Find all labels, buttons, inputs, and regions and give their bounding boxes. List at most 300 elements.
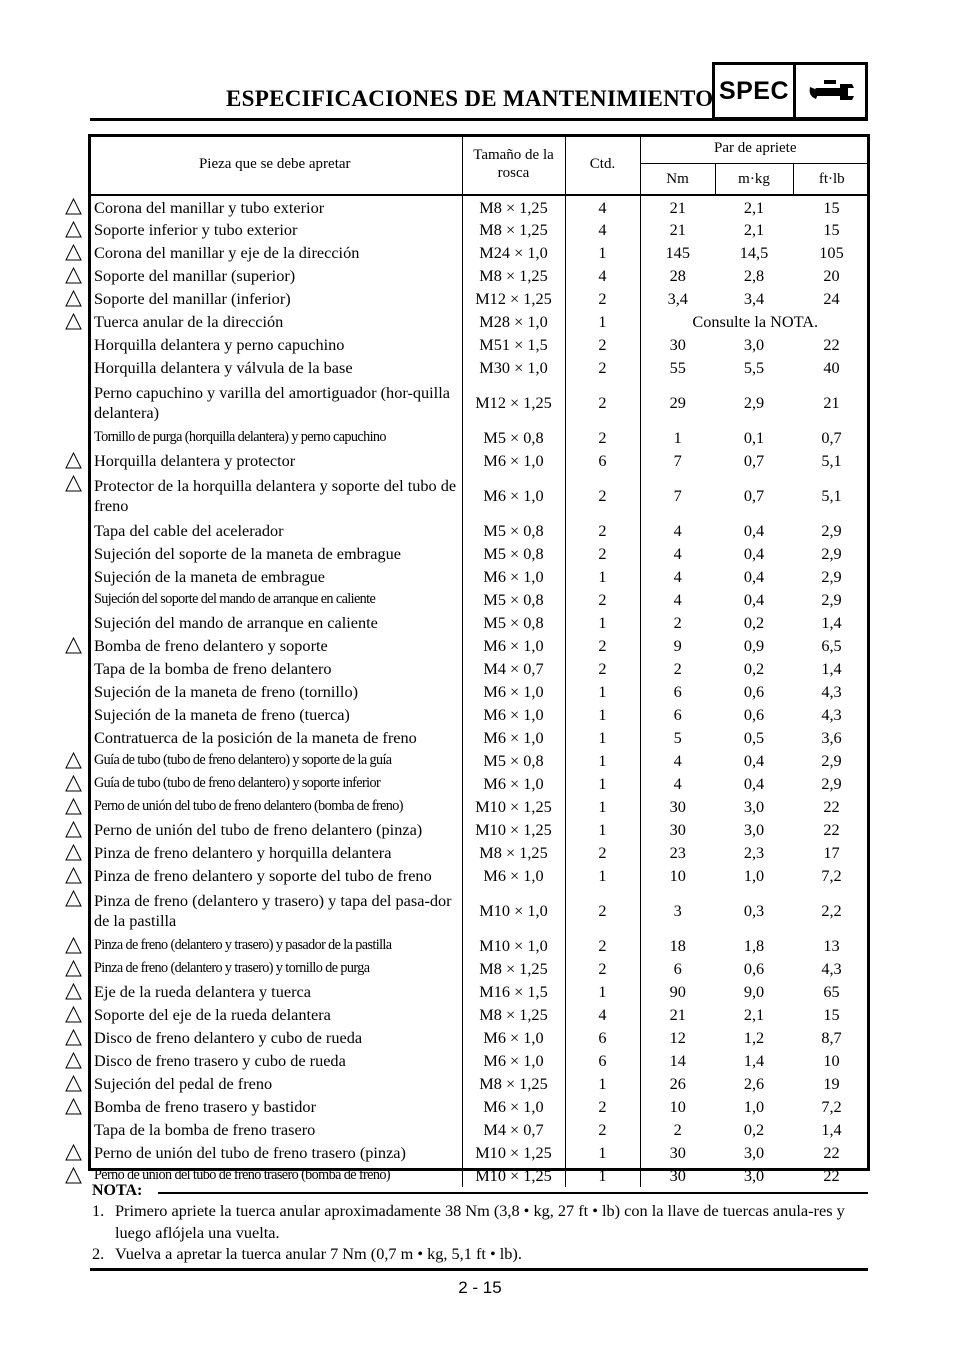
header-qty: Ctd.	[565, 134, 640, 195]
cell-ftlb: 17	[823, 843, 840, 862]
header-mkg: m·kg	[715, 164, 793, 196]
header-thread-size-line1: Tamaño de la	[473, 147, 554, 163]
cell-nm: 7	[673, 451, 682, 470]
warning-triangle-icon	[65, 1167, 82, 1184]
cell-ftlb: 8,7	[821, 1028, 842, 1047]
cell-piece: Horquilla delantera y protector	[88, 449, 462, 472]
cell-qty: 2	[565, 333, 640, 356]
cell-thread-size: M6 × 1,0	[462, 565, 565, 588]
table-row	[88, 726, 870, 749]
cell-piece: Pinza de freno (delantero y trasero) y tornillo de purga	[88, 957, 462, 980]
cell-ftlb: 24	[823, 289, 840, 308]
cell-piece: Tapa del cable del acelerador	[88, 519, 462, 542]
cell-thread-size: M6 × 1,0	[462, 1026, 565, 1049]
table-row	[88, 980, 870, 1003]
cell-thread-size: M10 × 1,0	[462, 887, 565, 934]
spec-label: SPEC	[715, 65, 796, 117]
cell-ftlb: 21	[823, 393, 840, 412]
cell-thread-size: M12 × 1,25	[462, 379, 565, 426]
cell-thread-size: M6 × 1,0	[462, 772, 565, 795]
warning-triangle-icon	[65, 1098, 82, 1115]
table-row	[88, 818, 870, 841]
cell-piece: Soporte del manillar (superior)	[88, 264, 462, 287]
cell-mkg: 0,3	[743, 901, 765, 920]
cell-nm: 10	[669, 866, 686, 885]
cell-nm: 55	[669, 358, 686, 377]
cell-torque-note: Consulte la NOTA.	[692, 312, 819, 331]
cell-mkg: 0,9	[743, 636, 765, 655]
cell-mkg: 0,4	[743, 567, 765, 586]
cell-qty: 1	[565, 818, 640, 841]
table-row	[88, 887, 870, 934]
cell-nm: 30	[669, 335, 686, 354]
footer-rule	[90, 1268, 868, 1271]
cell-mkg: 0,4	[743, 774, 765, 793]
cell-piece: Soporte del eje de la rueda delantera	[88, 1003, 462, 1026]
cell-ftlb: 7,2	[821, 866, 842, 885]
cell-qty: 4	[565, 264, 640, 287]
cell-piece: Tornillo de purga (horquilla delantera) y perno capuchino	[88, 426, 462, 449]
cell-piece: Corona del manillar y tubo exterior	[88, 195, 462, 218]
cell-qty: 2	[565, 287, 640, 310]
table-row	[88, 264, 870, 287]
cell-qty: 1	[565, 1141, 640, 1164]
cell-qty: 2	[565, 1118, 640, 1141]
table-row	[88, 864, 870, 887]
table-row	[88, 611, 870, 634]
cell-thread-size: M4 × 0,7	[462, 657, 565, 680]
warning-triangle-icon	[65, 1029, 82, 1046]
table-row	[88, 519, 870, 542]
cell-nm: 6	[673, 959, 682, 978]
cell-qty: 1	[565, 680, 640, 703]
cell-qty: 1	[565, 611, 640, 634]
table-row	[88, 772, 870, 795]
cell-ftlb: 1,4	[821, 613, 842, 632]
cell-thread-size: M16 × 1,5	[462, 980, 565, 1003]
cell-ftlb: 13	[823, 936, 840, 955]
cell-nm: 18	[669, 936, 686, 955]
header-nm: Nm	[640, 164, 715, 196]
cell-ftlb: 105	[819, 243, 844, 262]
cell-qty: 1	[565, 749, 640, 772]
table-row	[88, 218, 870, 241]
cell-piece: Pinza de freno delantero y soporte del tubo de freno	[88, 864, 462, 887]
cell-piece: Sujeción del mando de arranque en caliente	[88, 611, 462, 634]
wrench-icon	[796, 65, 865, 117]
cell-ftlb: 2,9	[821, 590, 842, 609]
header-piece: Pieza que se debe apretar	[88, 134, 462, 195]
cell-mkg: 0,2	[743, 613, 765, 632]
cell-qty: 1	[565, 980, 640, 1003]
cell-qty: 1	[565, 565, 640, 588]
cell-mkg: 14,5	[739, 243, 769, 262]
cell-thread-size: M5 × 0,8	[462, 611, 565, 634]
cell-nm: 4	[673, 544, 682, 563]
cell-nm: 2	[673, 1120, 682, 1139]
cell-thread-size: M8 × 1,25	[462, 264, 565, 287]
cell-piece: Pinza de freno (delantero y trasero) y pasador de la pastilla	[88, 934, 462, 957]
cell-nm: 4	[673, 521, 682, 540]
nota-item-text: Vuelva a apretar la tuerca anular 7 Nm (0,7 m • kg, 5,1 ft • lb).	[115, 1244, 522, 1263]
table-row	[88, 1141, 870, 1164]
cell-piece: Tapa de la bomba de freno trasero	[88, 1118, 462, 1141]
table-row	[88, 1095, 870, 1118]
cell-ftlb: 6,5	[821, 636, 842, 655]
cell-piece: Tuerca anular de la dirección	[88, 310, 462, 333]
table-row	[88, 703, 870, 726]
warning-triangle-icon	[65, 1075, 82, 1092]
warning-triangle-icon	[65, 798, 82, 815]
cell-mkg: 2,8	[743, 266, 765, 285]
cell-mkg: 0,4	[743, 521, 765, 540]
nota-label: NOTA:	[92, 1182, 143, 1199]
cell-mkg: 2,1	[743, 220, 765, 239]
cell-thread-size: M8 × 1,25	[462, 195, 565, 218]
cell-nm: 10	[669, 1097, 686, 1116]
cell-mkg: 3,0	[743, 335, 765, 354]
cell-piece: Pinza de freno delantero y horquilla delantera	[88, 841, 462, 864]
cell-piece: Sujeción del soporte del mando de arranque en caliente	[88, 588, 462, 611]
cell-piece: Perno de unión del tubo de freno trasero (pinza)	[88, 1141, 462, 1164]
cell-mkg: 0,4	[743, 751, 765, 770]
cell-qty: 2	[565, 634, 640, 657]
cell-piece: Guía de tubo (tubo de freno delantero) y soporte inferior	[88, 772, 462, 795]
cell-nm: 4	[673, 567, 682, 586]
cell-piece: Perno de unión del tubo de freno trasero (bomba de freno)	[88, 1164, 462, 1187]
cell-nm: 6	[673, 682, 682, 701]
spec-badge	[712, 62, 868, 120]
cell-mkg: 0,4	[743, 590, 765, 609]
header-torque: Par de apriete	[640, 134, 870, 164]
cell-qty: 1	[565, 864, 640, 887]
cell-nm: 23	[669, 843, 686, 862]
cell-thread-size: M28 × 1,0	[462, 310, 565, 333]
cell-qty: 2	[565, 934, 640, 957]
cell-mkg: 0,2	[743, 659, 765, 678]
cell-qty: 2	[565, 588, 640, 611]
cell-piece: Bomba de freno trasero y bastidor	[88, 1095, 462, 1118]
cell-piece: Tapa de la bomba de freno delantero	[88, 657, 462, 680]
cell-thread-size: M5 × 0,8	[462, 542, 565, 565]
table-row	[88, 841, 870, 864]
cell-ftlb: 1,4	[821, 1120, 842, 1139]
cell-qty: 1	[565, 1072, 640, 1095]
header-thread-size	[462, 134, 565, 195]
warning-triangle-icon	[65, 1144, 82, 1161]
table-row	[88, 634, 870, 657]
cell-nm: 21	[669, 197, 686, 217]
cell-qty: 6	[565, 1026, 640, 1049]
cell-nm: 6	[673, 705, 682, 724]
header-thread-size-line2: rosca	[497, 165, 530, 181]
cell-thread-size: M10 × 1,0	[462, 934, 565, 957]
cell-ftlb: 0,7	[821, 428, 842, 447]
cell-nm: 30	[669, 820, 686, 839]
cell-piece: Protector de la horquilla delantera y soporte del tubo de freno	[88, 472, 462, 519]
cell-ftlb: 2,9	[821, 567, 842, 586]
cell-qty: 2	[565, 426, 640, 449]
cell-mkg: 1,8	[743, 936, 765, 955]
cell-piece: Sujeción del soporte de la maneta de embrague	[88, 542, 462, 565]
cell-ftlb: 22	[823, 820, 840, 839]
cell-qty: 2	[565, 542, 640, 565]
table-row	[88, 472, 870, 519]
cell-qty: 1	[565, 703, 640, 726]
cell-piece: Bomba de freno delantero y soporte	[88, 634, 462, 657]
table-row	[88, 749, 870, 772]
cell-qty: 1	[565, 726, 640, 749]
cell-ftlb: 2,9	[821, 544, 842, 563]
cell-piece: Corona del manillar y eje de la dirección	[88, 241, 462, 264]
warning-triangle-icon	[65, 1052, 82, 1069]
cell-mkg: 0,4	[743, 544, 765, 563]
cell-qty: 1	[565, 1164, 640, 1187]
cell-mkg: 9,0	[743, 982, 765, 1001]
cell-nm: 4	[673, 751, 682, 770]
cell-ftlb: 7,2	[821, 1097, 842, 1116]
cell-thread-size: M6 × 1,0	[462, 449, 565, 472]
cell-nm: 4	[673, 774, 682, 793]
cell-thread-size: M5 × 0,8	[462, 426, 565, 449]
page-number: 2 - 15	[458, 1278, 502, 1297]
cell-ftlb: 3,6	[821, 728, 842, 747]
cell-mkg: 0,6	[743, 959, 765, 978]
cell-mkg: 2,1	[743, 197, 765, 217]
cell-mkg: 2,9	[743, 393, 765, 412]
cell-nm: 30	[669, 1166, 686, 1185]
cell-qty: 2	[565, 1095, 640, 1118]
cell-thread-size: M4 × 0,7	[462, 1118, 565, 1141]
warning-triangle-icon	[65, 960, 82, 977]
cell-piece: Perno de unión del tubo de freno delantero (bomba de freno)	[88, 795, 462, 818]
table-row	[88, 934, 870, 957]
cell-mkg: 1,4	[743, 1051, 765, 1070]
cell-piece: Sujeción de la maneta de embrague	[88, 565, 462, 588]
cell-ftlb: 2,9	[821, 521, 842, 540]
warning-triangle-icon	[65, 1006, 82, 1023]
table-row	[88, 588, 870, 611]
cell-qty: 2	[565, 887, 640, 934]
cell-ftlb: 1,4	[821, 659, 842, 678]
table-row	[88, 1003, 870, 1026]
cell-qty: 4	[565, 1003, 640, 1026]
cell-qty: 2	[565, 841, 640, 864]
warning-triangle-icon	[65, 867, 82, 884]
cell-thread-size: M10 × 1,25	[462, 795, 565, 818]
table-row	[88, 657, 870, 680]
table-row	[88, 241, 870, 264]
warning-triangle-icon	[65, 313, 82, 330]
table-row	[88, 287, 870, 310]
cell-qty: 1	[565, 241, 640, 264]
cell-thread-size: M6 × 1,0	[462, 864, 565, 887]
cell-ftlb: 22	[823, 1166, 840, 1185]
cell-nm: 145	[665, 243, 690, 262]
cell-piece: Eje de la rueda delantera y tuerca	[88, 980, 462, 1003]
cell-piece: Soporte inferior y tubo exterior	[88, 218, 462, 241]
cell-ftlb: 22	[823, 797, 840, 816]
cell-nm: 4	[673, 590, 682, 609]
cell-thread-size: M6 × 1,0	[462, 472, 565, 519]
cell-nm: 90	[669, 982, 686, 1001]
cell-nm: 2	[673, 613, 682, 632]
cell-piece: Disco de freno trasero y cubo de rueda	[88, 1049, 462, 1072]
cell-nm: 29	[669, 393, 686, 412]
cell-thread-size: M5 × 0,8	[462, 749, 565, 772]
cell-nm: 21	[669, 220, 686, 239]
header-ftlb: ft·lb	[793, 164, 870, 196]
table-row	[88, 426, 870, 449]
cell-mkg: 3,0	[743, 820, 765, 839]
cell-ftlb: 20	[823, 266, 840, 285]
warning-triangle-icon	[65, 937, 82, 954]
cell-piece: Sujeción de la maneta de freno (tornillo)	[88, 680, 462, 703]
cell-thread-size: M6 × 1,0	[462, 1095, 565, 1118]
cell-nm: 28	[669, 266, 686, 285]
cell-ftlb: 22	[823, 335, 840, 354]
page-title: ESPECIFICACIONES DE MANTENIMIENTO	[226, 86, 714, 111]
cell-thread-size: M10 × 1,25	[462, 1164, 565, 1187]
cell-ftlb: 5,1	[821, 451, 842, 470]
cell-nm: 9	[673, 636, 682, 655]
table-row	[88, 449, 870, 472]
cell-mkg: 3,0	[743, 1143, 765, 1162]
table-row	[88, 1164, 870, 1187]
cell-mkg: 2,1	[743, 1005, 765, 1024]
cell-qty: 2	[565, 519, 640, 542]
cell-thread-size: M8 × 1,25	[462, 1003, 565, 1026]
cell-qty: 6	[565, 449, 640, 472]
warning-triangle-icon	[65, 475, 82, 492]
cell-thread-size: M6 × 1,0	[462, 703, 565, 726]
cell-mkg: 0,6	[743, 705, 765, 724]
cell-piece: Horquilla delantera y válvula de la base	[88, 356, 462, 379]
cell-mkg: 0,1	[743, 428, 765, 447]
table-row	[88, 1118, 870, 1141]
table-row	[88, 565, 870, 588]
table-row	[88, 379, 870, 426]
cell-nm: 5	[673, 728, 682, 747]
cell-qty: 4	[565, 195, 640, 218]
cell-mkg: 1,2	[743, 1028, 765, 1047]
cell-nm: 12	[669, 1028, 686, 1047]
warning-triangle-icon	[65, 290, 82, 307]
cell-ftlb: 19	[823, 1074, 840, 1093]
table-row	[88, 957, 870, 980]
cell-qty: 6	[565, 1049, 640, 1072]
cell-mkg: 0,2	[743, 1120, 765, 1139]
cell-qty: 2	[565, 957, 640, 980]
cell-thread-size: M30 × 1,0	[462, 356, 565, 379]
cell-mkg: 0,7	[743, 451, 765, 470]
cell-piece: Pinza de freno (delantero y trasero) y tapa del pasa-dor de la pastilla	[88, 887, 462, 934]
cell-thread-size: M8 × 1,25	[462, 1072, 565, 1095]
warning-triangle-icon	[65, 821, 82, 838]
cell-mkg: 0,6	[743, 682, 765, 701]
warning-triangle-icon	[65, 844, 82, 861]
cell-thread-size: M8 × 1,25	[462, 218, 565, 241]
nota-rule	[158, 1192, 868, 1194]
cell-qty: 1	[565, 310, 640, 333]
warning-triangle-icon	[65, 452, 82, 469]
cell-qty: 2	[565, 379, 640, 426]
table-row	[88, 542, 870, 565]
cell-thread-size: M5 × 0,8	[462, 588, 565, 611]
cell-ftlb: 2,9	[821, 774, 842, 793]
cell-mkg: 2,6	[743, 1074, 765, 1093]
cell-qty: 1	[565, 772, 640, 795]
cell-thread-size: M51 × 1,5	[462, 333, 565, 356]
cell-ftlb: 15	[823, 197, 840, 217]
cell-nm: 1	[673, 428, 682, 447]
cell-mkg: 3,0	[743, 1166, 765, 1185]
cell-piece: Soporte del manillar (inferior)	[88, 287, 462, 310]
table-row	[88, 795, 870, 818]
cell-mkg: 3,4	[743, 289, 765, 308]
torque-table	[88, 134, 870, 1187]
cell-ftlb: 5,1	[821, 486, 842, 505]
cell-thread-size: M24 × 1,0	[462, 241, 565, 264]
table-row	[88, 1049, 870, 1072]
warning-triangle-icon	[65, 752, 82, 769]
table-row	[88, 680, 870, 703]
cell-nm: 21	[669, 1005, 686, 1024]
cell-thread-size: M10 × 1,25	[462, 1141, 565, 1164]
cell-nm: 30	[669, 1143, 686, 1162]
cell-mkg: 2,3	[743, 843, 765, 862]
cell-mkg: 1,0	[743, 866, 765, 885]
table-row	[88, 356, 870, 379]
cell-thread-size: M10 × 1,25	[462, 818, 565, 841]
cell-piece: Horquilla delantera y perno capuchino	[88, 333, 462, 356]
cell-ftlb: 4,3	[821, 959, 842, 978]
cell-mkg: 3,0	[743, 797, 765, 816]
cell-mkg: 0,7	[743, 486, 765, 505]
nota-item-number: 1.	[92, 1201, 105, 1220]
cell-thread-size: M12 × 1,25	[462, 287, 565, 310]
cell-nm: 3	[673, 901, 682, 920]
cell-ftlb: 4,3	[821, 682, 842, 701]
warning-triangle-icon	[65, 890, 82, 907]
cell-nm: 7	[673, 486, 682, 505]
cell-ftlb: 65	[823, 982, 840, 1001]
cell-ftlb: 2,2	[821, 901, 842, 920]
cell-ftlb: 40	[823, 358, 840, 377]
cell-qty: 4	[565, 218, 640, 241]
warning-triangle-icon	[65, 983, 82, 1000]
table-row	[88, 310, 870, 333]
cell-piece: Disco de freno delantero y cubo de rueda	[88, 1026, 462, 1049]
warning-triangle-icon	[65, 244, 82, 261]
cell-thread-size: M6 × 1,0	[462, 726, 565, 749]
cell-nm: 2	[673, 659, 682, 678]
cell-ftlb: 22	[823, 1143, 840, 1162]
cell-nm: 3,4	[667, 289, 688, 308]
cell-mkg: 1,0	[743, 1097, 765, 1116]
cell-thread-size: M6 × 1,0	[462, 680, 565, 703]
cell-ftlb: 4,3	[821, 705, 842, 724]
table-row	[88, 1072, 870, 1095]
cell-qty: 2	[565, 356, 640, 379]
warning-triangle-icon	[65, 267, 82, 284]
cell-qty: 2	[565, 472, 640, 519]
cell-piece: Sujeción de la maneta de freno (tuerca)	[88, 703, 462, 726]
cell-ftlb: 2,9	[821, 751, 842, 770]
cell-piece: Contratuerca de la posición de la maneta de freno	[88, 726, 462, 749]
cell-thread-size: M8 × 1,25	[462, 841, 565, 864]
cell-nm: 30	[669, 797, 686, 816]
